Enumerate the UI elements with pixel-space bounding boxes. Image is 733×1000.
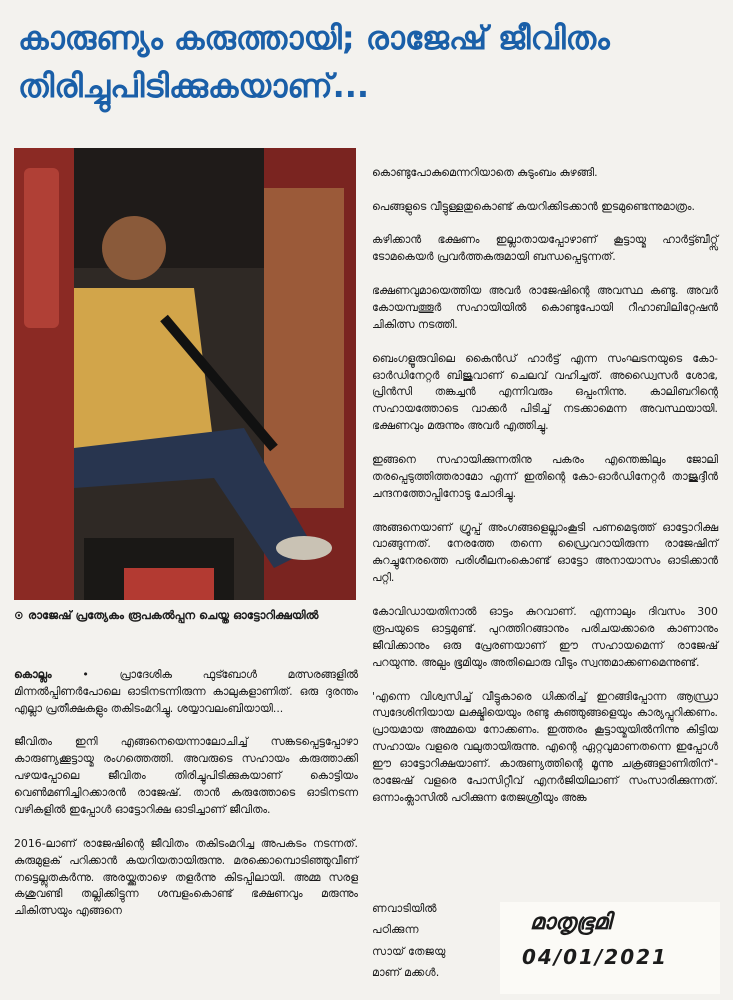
paragraph: ഇങ്ങനെ സഹായിക്കുന്നതിനു പകരം എന്തെങ്കിലും ജോലി തരപ്പെടുത്തിത്തരാമോ എന്ന് ഇതിന്റെ കോ-ഓർഡിനേറ്റർ താജുദ്ദീൻ ചന്ദനത്തോപ്പിനോടു ചോദിച്ചു. <box>372 453 718 500</box>
paragraph: കൊണ്ടുപോകുമെന്നറിയാതെ കുടുംബം കുഴങ്ങി. <box>372 165 598 179</box>
paragraph: കൊല്ലം • പ്രാദേശിക ഫുട്ബോൾ മത്സരങ്ങളിൽ മിന്നൽപ്പിണർപോലെ ഓടിനടന്നിരുന്ന കാലുകളാണിത്. ഒരു ദുരന്തം എല്ലാ പ്രതീക്ഷകളും തകിടംമറിച്ചു. ശയ്യാവലംബിയായി... <box>14 667 358 715</box>
caption-arrow-icon: ⊙ <box>14 608 24 622</box>
photo-caption <box>14 604 356 626</box>
newspaper-masthead <box>500 902 720 994</box>
paragraph: 2016-ലാണ് രാജേഷിന്റെ ജീവിതം തകിടംമറിച്ച അപകടം നടന്നത്. കുരുമുളക് പറിക്കാൻ കയറിയതായിരുന്നു. മരക്കൊമ്പൊടിഞ്ഞുവീണ് നട്ടെല്ലുതകർന്നു. അരയ്ക്കുതാഴെ തളർന്നു കിടപ്പിലായി. അമ്മ സരള കശുവണ്ടി തല്ലിക്കിട്ടുന്ന ശമ്പളംകൊണ്ട് ഭക്ഷണവും മരുന്നും ചികിത്സയും എങ്ങനെ <box>14 836 358 918</box>
caption-text: രാജേഷ് പ്രത്യേകം രൂപകൽപ്പന ചെയ്ത ഓട്ടോറിക്ഷയിൽ <box>28 608 319 622</box>
publication-date: 04/01/2021 <box>522 945 668 969</box>
photo-man-in-autorickshaw <box>14 148 356 600</box>
paragraph: കോവിഡായതിനാൽ ഓട്ടം കുറവാണ്. എന്നാലും ദിവസം 300 രൂപയുടെ ഓട്ടമുണ്ട്. പുറത്തിറങ്ങാനും പരിചയക്കാരെ കാണാനും ജീവിക്കാനും ഒരു പ്രേരണയാണ് ഈ സഹായമെന്ന് രാജേഷ് പറയുന്നു. അല്പം ഭൂമിയും അതിലൊരു വീടും സ്വന്തമാക്കണമെന്നുണ്ട്. <box>372 605 718 669</box>
headline: കാരുണ്യം കരുത്തായി; രാജേഷ് ജീവിതം തിരിച്ചുപിടിക്കുകയാണ്... <box>18 19 610 105</box>
paragraph: അങ്ങനെയാണ് ഗ്രൂപ്പ് അംഗങ്ങളെല്ലാംകൂടി പണമെടുത്ത് ഓട്ടോറിക്ഷ വാങ്ങുന്നത്. നേരത്തേ തന്നെ ഡ്രൈവറായിരുന്ന രാജേഷിന് കുറച്ചുനേരത്തെ പരിശീലനംകൊണ്ട് ഓട്ടോ അനായാസം ഓടിക്കാൻ പറ്റി. <box>372 520 718 585</box>
paragraph: 'എന്നെ വിശ്വസിച്ച് വീട്ടുകാരെ ധിക്കരിച്ച് ഇറങ്ങിപ്പോന്ന ആന്ധ്രാ സ്വദേശിനിയായ ലക്ഷ്മിയെയും രണ്ടു കുഞ്ഞുങ്ങളെയും കാര്യപ്പുറിക്കണം. പ്രായമായ അമ്മയെ നോക്കണം. ഇത്തരം കൂട്ടായ്മയിൽനിന്നു കിട്ടിയ സഹായം വളരെ വലുതായിരുന്നു. എന്റെ ഏറ്റവുമാണതന്നെ ഇപ്പോൾ ഈ ഓട്ടോറിക്ഷയാണ്. കാരുണ്യത്തിന്റെ മൂന്നു ചക്രങ്ങളാണിതിന്'-രാജേഷ് വളരെ പോസിറ്റീവ് എനർജിയിലാണ് സംസാരിക്കുന്നത്. ഒന്നാംക്ലാസിൽ പഠിക്കുന്ന തേജശ്രീയും അങ്ക <box>372 689 718 804</box>
dateline: കൊല്ലം <box>14 667 52 681</box>
article-right-column <box>372 148 718 824</box>
paragraph: കഴിക്കാൻ ഭക്ഷണം ഇല്ലാതായപ്പോഴാണ് കൂട്ടായ്മ ഹാർട്ട്ബീറ്റ്സ് ടോമകെയർ പ്രവർത്തകരുമായി ബന്ധപ്പെടുന്നത്. <box>372 233 718 264</box>
paragraph-text: പ്രാദേശിക ഫുട്ബോൾ മത്സരങ്ങളിൽ മിന്നൽപ്പിണർപോലെ ഓടിനടന്നിരുന്ന കാലുകളാണിത്. ഒരു ദുരന്തം എല്ലാ പ്രതീക്ഷകളും തകിടംമറിച്ചു. ശയ്യാവലംബിയായി... <box>14 667 358 715</box>
paragraph: പെങ്ങളുടെ വീട്ടുള്ളതുകൊണ്ട് കയറിക്കിടക്കാൻ ഇടമുണ്ടെന്നുമാത്രം. <box>372 199 695 213</box>
newspaper-name: മാതൃഭൂമി <box>530 910 612 935</box>
paragraph: ബെംഗളൂരുവിലെ കൈൻഡ് ഹാർട്ട് എന്ന സംഘടനയുടെ കോ-ഓർഡിനേറ്റർ ബിജുവാണ് ചെലവ് വഹിച്ചത്. അഡ്വൈസർ ശോഭ, പ്രിൻസി തങ്കച്ചൻ എന്നിവരും ഒപ്പംനിന്നു. കാലിബറിന്റെ സഹായത്തോടെ വാക്കർ പിടിച്ച് നടക്കാമെന്ന അവസ്ഥയായി. ഭക്ഷണവും മരുന്നും അവർ എത്തിച്ചു. <box>372 351 718 433</box>
article-tail: ണവാടിയിൽ പഠിക്കുന്ന സായ് തേജയു മാണ് മക്കൾ. <box>372 902 446 980</box>
article-left-column <box>14 650 358 937</box>
paragraph: ജീവിതം ഇനി എങ്ങനെയെന്നാലോചിച്ച് സങ്കടപ്പെട്ടപ്പോഴാ കാരുണ്യക്കൂട്ടായ്മ രംഗത്തെത്തി. അവരുടെ സഹായം കരുത്താക്കി പഴയപ്പോലെ ജീവിതം തിരിച്ചുപിടിക്കുകയാണ് കൊട്ടിയം വെൺമണിച്ചിറക്കാരൻ രാജേഷ്. താൻ കരുത്തോടെ ഓടിനടന്ന വഴികളിൽ ഇപ്പോൾ ഓട്ടോറിക്ഷ ഓടിച്ചാണ് ജീവിതം. <box>14 735 358 817</box>
paragraph: ഭക്ഷണവുമായെത്തിയ അവർ രാജേഷിന്റെ അവസ്ഥ കണ്ടു. അവർ കോയമ്പത്തൂർ സഹായിയിൽ കൊണ്ടുപോയി റീഹാബിലിറ്റേഷൻ ചികിത്സ നടത്തി. <box>372 284 718 331</box>
